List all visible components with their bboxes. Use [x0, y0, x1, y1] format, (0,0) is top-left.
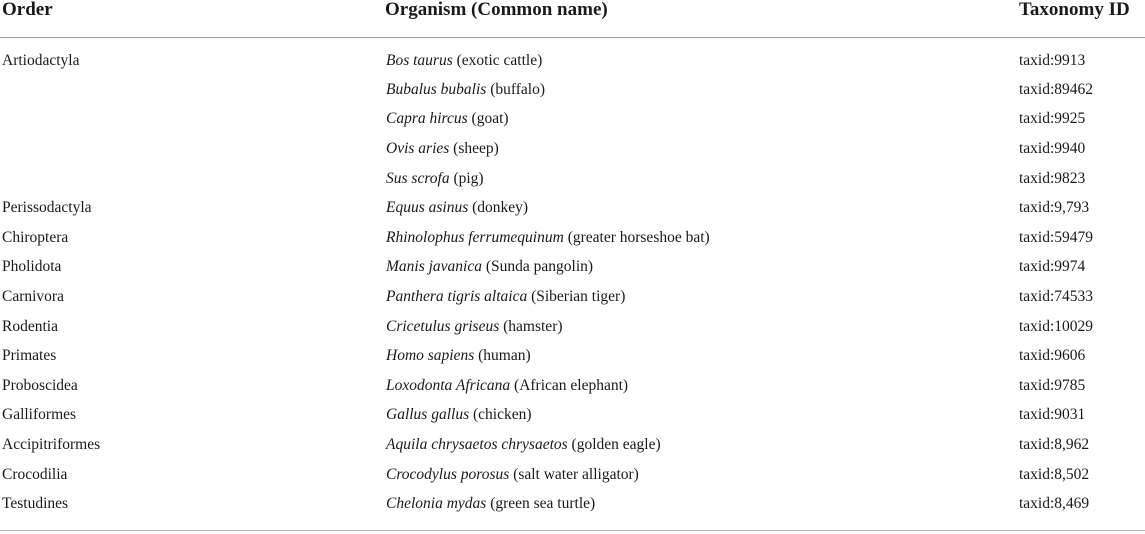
taxonomy-id-cell: taxid:89462: [1019, 80, 1094, 98]
scientific-name: Bubalus bubalis: [386, 80, 487, 98]
order-cell: [0, 75, 385, 105]
table-row: [0, 75, 1145, 105]
order-cell: Artiodactyla: [2, 51, 80, 69]
table-row: [0, 164, 1145, 194]
organism-cell: [385, 489, 1017, 519]
order-cell: Testudines: [2, 495, 69, 513]
table-row: [0, 312, 1145, 342]
organism-cell: [385, 371, 1017, 401]
taxonomy-id-cell: taxid:8,962: [1019, 435, 1090, 453]
common-name: (golden eagle): [567, 435, 661, 453]
header-organism: Organism (Common name): [385, 0, 1017, 38]
order-cell: Proboscidea: [2, 376, 78, 394]
table-row: [0, 193, 1145, 223]
scientific-name: Panthera tigris altaica: [386, 287, 528, 305]
scientific-name: Gallus gallus: [386, 406, 470, 424]
scientific-name: Loxodonta Africana: [386, 376, 511, 394]
order-cell: Accipitriformes: [2, 435, 101, 453]
header-taxonomy-id: Taxonomy ID: [1017, 0, 1145, 38]
taxonomy-id-cell: taxid:8,502: [1019, 465, 1090, 483]
common-name: (African elephant): [510, 376, 629, 394]
order-cell: Chiroptera: [2, 228, 69, 246]
taxonomy-id-cell: taxid:59479: [1019, 228, 1094, 246]
organism-cell: [385, 430, 1017, 460]
table-body: [0, 38, 1145, 519]
taxonomy-id-cell: taxid:9031: [1019, 406, 1086, 424]
common-name: (exotic cattle): [452, 51, 543, 69]
taxonomy-id-cell: taxid:8,469: [1019, 495, 1090, 513]
order-cell: [0, 105, 385, 135]
table-row: [0, 282, 1145, 312]
scientific-name: Aquila chrysaetos chrysaetos: [386, 435, 568, 453]
order-cell: [0, 134, 385, 164]
taxonomy-id-cell: taxid:9785: [1019, 376, 1086, 394]
common-name: (buffalo): [486, 80, 546, 98]
common-name: (salt water alligator): [509, 465, 639, 483]
header-row: [0, 0, 1145, 38]
table-row: [0, 401, 1145, 431]
taxonomy-id-cell: taxid:9974: [1019, 258, 1086, 276]
common-name: (greater horseshoe bat): [563, 228, 710, 246]
scientific-name: Equus asinus: [386, 199, 469, 217]
organism-cell: [385, 75, 1017, 105]
table-row: [0, 253, 1145, 283]
organism-cell: [385, 134, 1017, 164]
header-order: Order: [0, 0, 385, 38]
table-row: [0, 460, 1145, 490]
taxonomy-id-cell: taxid:10029: [1019, 317, 1094, 335]
taxonomy-id-cell: taxid:9925: [1019, 110, 1086, 128]
common-name: (donkey): [468, 199, 529, 217]
organism-cell: [385, 223, 1017, 253]
taxonomy-id-cell: taxid:9606: [1019, 347, 1086, 365]
order-cell: Crocodilia: [2, 465, 68, 483]
table-row: [0, 134, 1145, 164]
scientific-name: Sus scrofa: [386, 169, 450, 187]
common-name: (sheep): [449, 139, 499, 157]
scientific-name: Chelonia mydas: [386, 495, 487, 513]
organism-cell: [385, 401, 1017, 431]
organism-cell: [385, 460, 1017, 490]
taxonomy-id-cell: taxid:74533: [1019, 287, 1094, 305]
common-name: (pig): [449, 169, 484, 187]
common-name: (Sunda pangolin): [482, 258, 594, 276]
bottom-rule: [0, 530, 1145, 531]
scientific-name: Ovis aries: [386, 139, 450, 157]
order-cell: [0, 164, 385, 194]
scientific-name: Bos taurus: [386, 51, 453, 69]
common-name: (human): [474, 347, 531, 365]
common-name: (Siberian tiger): [527, 287, 626, 305]
scientific-name: Rhinolophus ferrumequinum: [386, 228, 564, 246]
table-row: [0, 341, 1145, 371]
order-cell: Rodentia: [2, 317, 58, 335]
table-row: [0, 430, 1145, 460]
common-name: (chicken): [469, 406, 532, 424]
scientific-name: Homo sapiens: [386, 347, 475, 365]
order-cell: Pholidota: [2, 258, 62, 276]
scientific-name: Manis javanica: [386, 258, 482, 276]
organism-cell: [385, 341, 1017, 371]
scientific-name: Crocodylus porosus: [386, 465, 510, 483]
organism-cell: [385, 38, 1017, 76]
organism-cell: [385, 312, 1017, 342]
organism-cell: [385, 164, 1017, 194]
table-row: [0, 38, 1145, 76]
common-name: (goat): [467, 110, 509, 128]
scientific-name: Capra hircus: [386, 110, 468, 128]
table-row: [0, 371, 1145, 401]
table-header: [0, 0, 1145, 38]
taxonomy-id-cell: taxid:9823: [1019, 169, 1086, 187]
organism-cell: [385, 105, 1017, 135]
table-row: [0, 105, 1145, 135]
common-name: (green sea turtle): [486, 495, 596, 513]
taxonomy-id-cell: taxid:9940: [1019, 139, 1086, 157]
order-cell: Galliformes: [2, 406, 77, 424]
table-row: [0, 489, 1145, 519]
taxonomy-id-cell: taxid:9913: [1019, 51, 1086, 69]
taxonomy-id-cell: taxid:9,793: [1019, 199, 1090, 217]
order-cell: Carnivora: [2, 287, 64, 305]
scientific-name: Cricetulus griseus: [386, 317, 500, 335]
organism-cell: [385, 193, 1017, 223]
organism-cell: [385, 253, 1017, 283]
organism-cell: [385, 282, 1017, 312]
order-cell: Primates: [2, 347, 57, 365]
table-row: [0, 223, 1145, 253]
common-name: (hamster): [499, 317, 563, 335]
order-cell: Perissodactyla: [2, 199, 92, 217]
